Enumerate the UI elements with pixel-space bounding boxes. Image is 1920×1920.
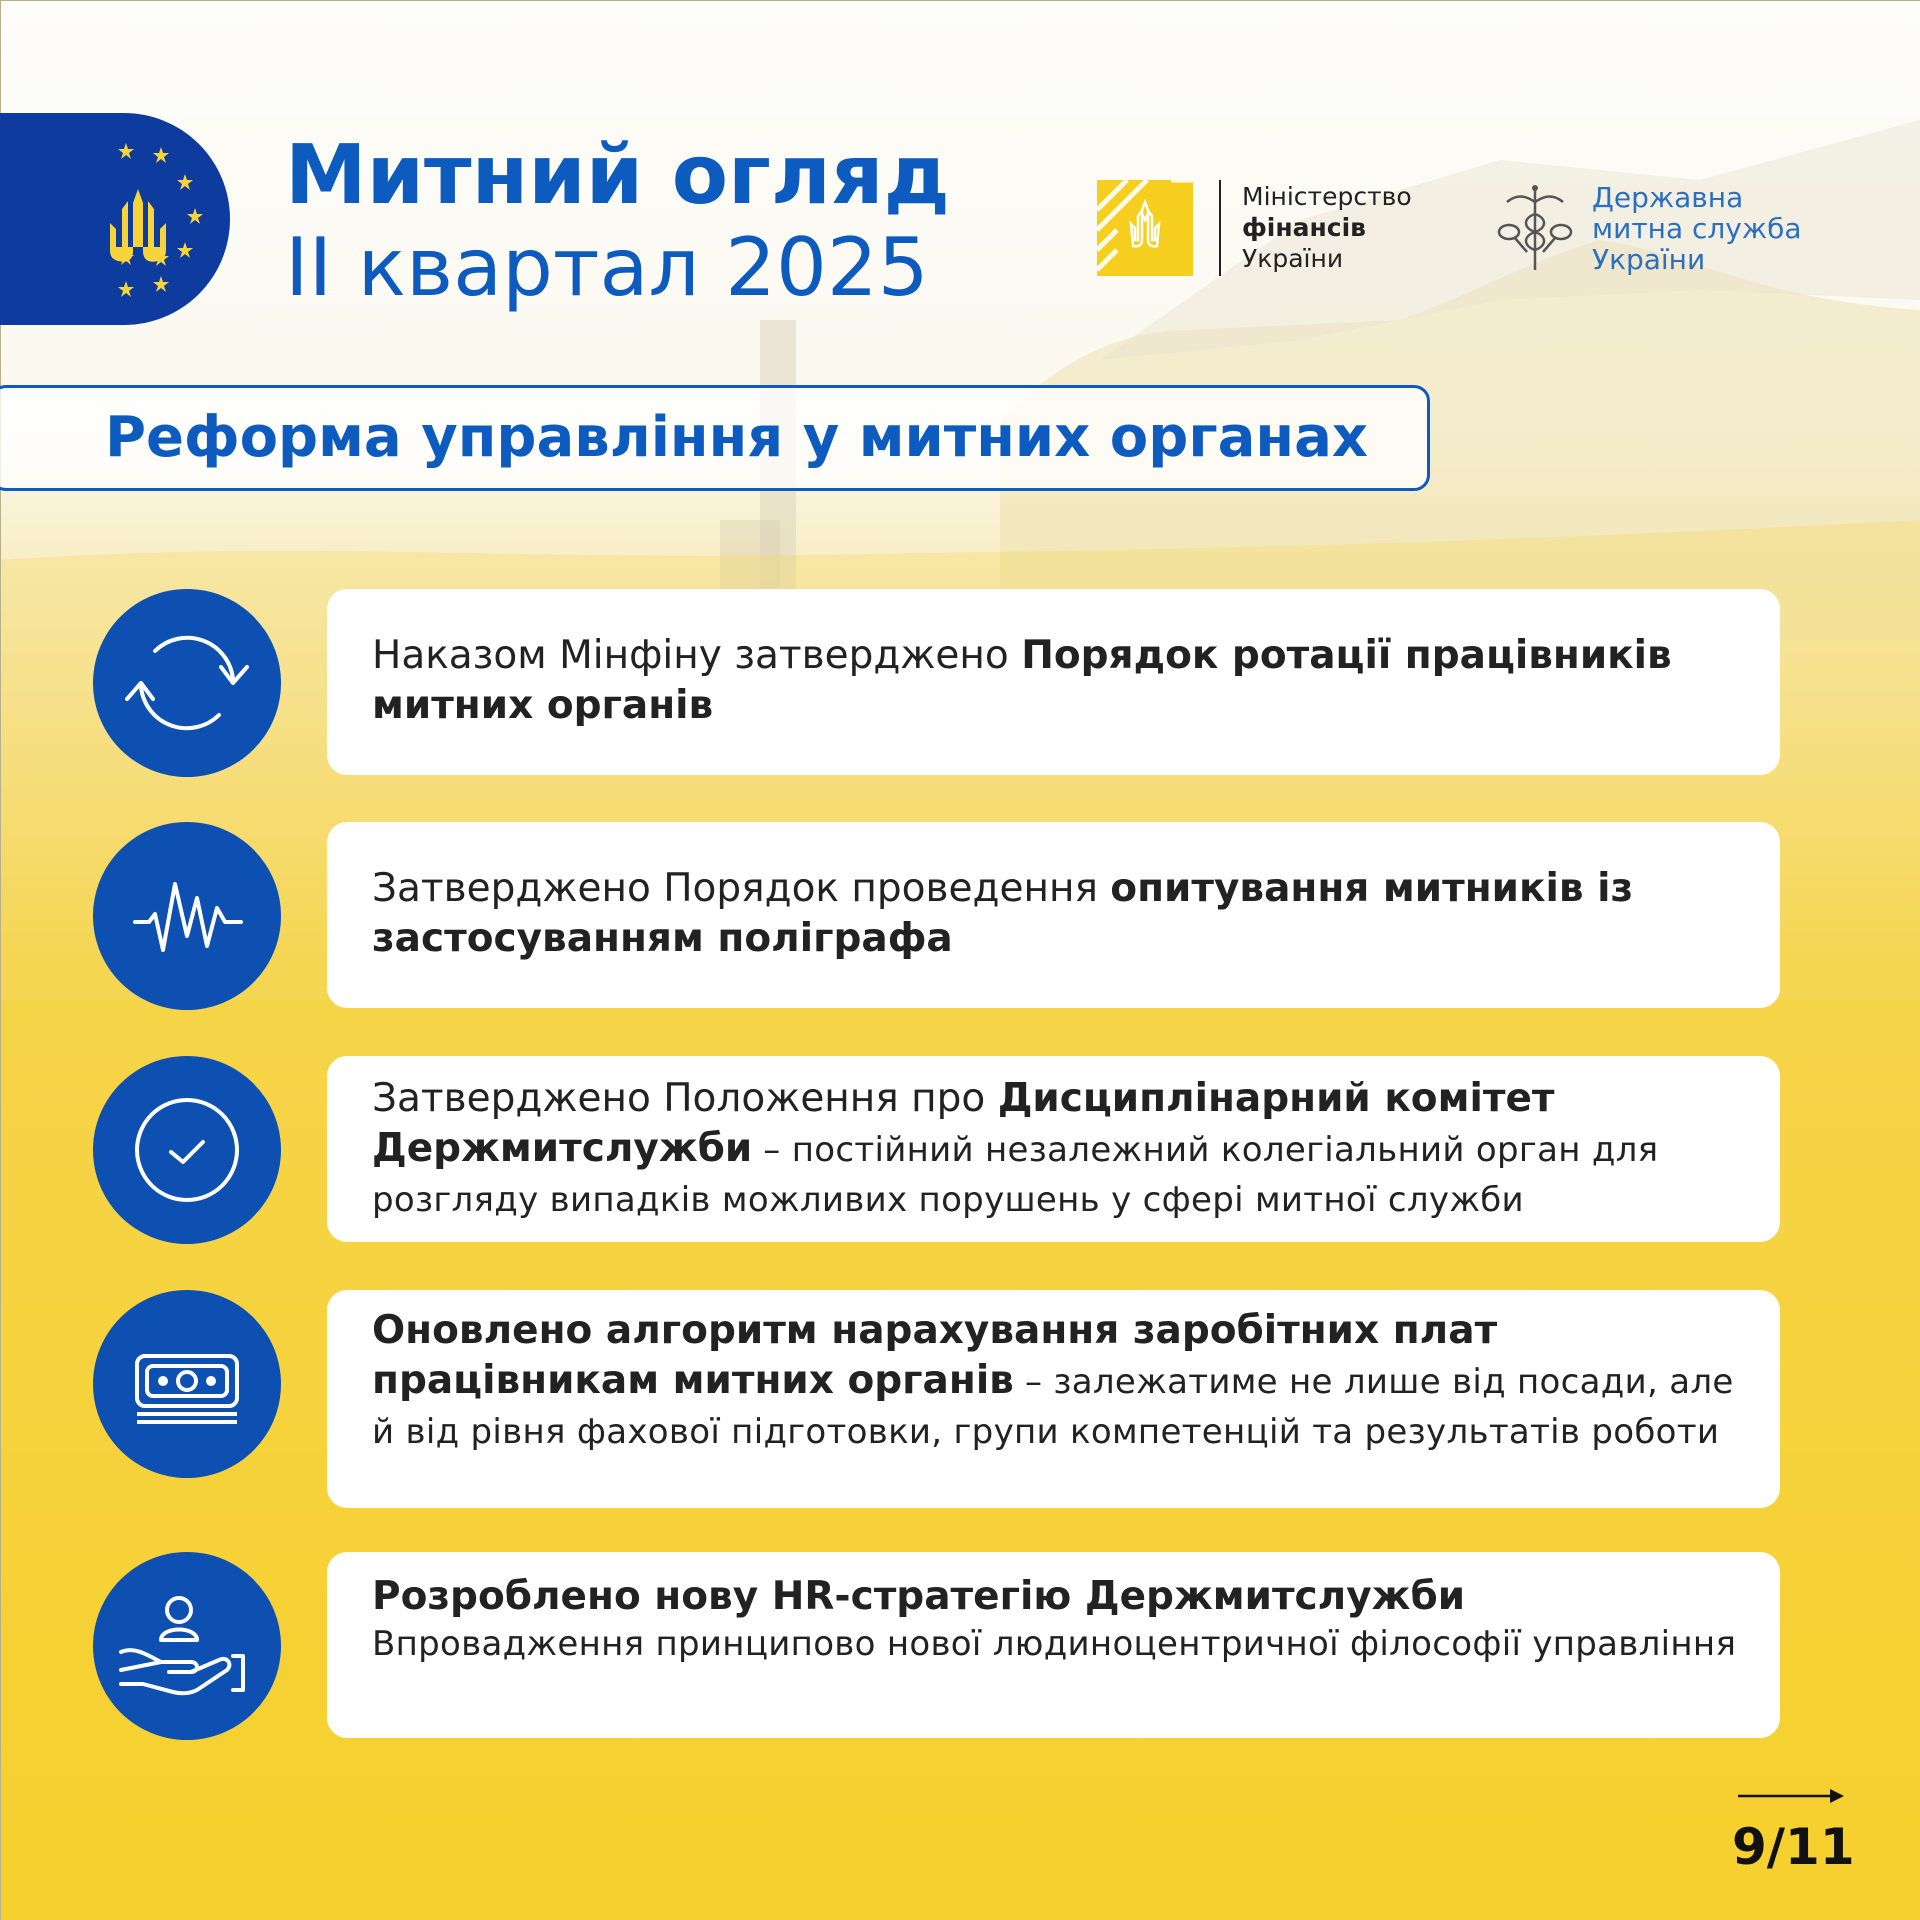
- customs-line2: митна служба: [1592, 212, 1802, 245]
- item-card-salary: [327, 1290, 1780, 1508]
- section-title: Реформа управління у митних органах: [105, 405, 1368, 470]
- item-text: [372, 1572, 1755, 1667]
- item-text-normal: Затверджено Порядок проведення: [372, 866, 1111, 911]
- ministry-line1: Міністерство: [1242, 182, 1412, 211]
- person-hand-icon: [93, 1552, 281, 1740]
- item-text: [372, 1306, 1755, 1456]
- check-circle-icon: [93, 1056, 281, 1244]
- item-text: [372, 1074, 1755, 1224]
- ministry-line2: фінансів: [1242, 213, 1366, 242]
- customs-line3: України: [1592, 243, 1706, 276]
- money-stack-icon: [93, 1290, 281, 1478]
- item-text-bold: Порядок ротації працівників митних органів: [372, 633, 1672, 728]
- header-title: [285, 130, 950, 314]
- page-counter: 9/11: [1732, 1818, 1855, 1876]
- item-card-polygraph: [327, 822, 1780, 1008]
- item-text-normal: Наказом Мінфіну затверджено: [372, 633, 1022, 678]
- rotation-icon: [93, 589, 281, 777]
- item-card-disciplinary: [327, 1056, 1780, 1242]
- item-text: [372, 631, 1755, 731]
- item-text-rest: Впровадження принципово нової людиноцентричної філософії управління: [372, 1624, 1737, 1664]
- item-card-hr-strategy: [327, 1552, 1780, 1738]
- title-quarter: II квартал 2025: [285, 221, 929, 314]
- next-arrow-icon[interactable]: [1738, 1786, 1846, 1806]
- item-text-bold: опитування митників із застосуванням поліграфа: [372, 866, 1634, 961]
- pulse-icon: [93, 822, 281, 1010]
- ministry-finance-logo-icon: [1097, 180, 1193, 276]
- ministry-line3: України: [1242, 244, 1344, 273]
- item-text-normal: Затверджено Положення про: [372, 1076, 998, 1121]
- item-text-bold: Розроблено нову HR-стратегію Держмитслужби: [372, 1574, 1466, 1619]
- item-text-rest: – постійний незалежний колегіальний орган для розгляду випадків можливих порушень у сфері митної служби: [372, 1130, 1659, 1220]
- eu-flag-emblem-icon: [0, 113, 232, 325]
- item-text-bold: Дисциплінарний комітет Держмитслужби: [372, 1076, 1555, 1171]
- item-card-rotation: [327, 589, 1780, 775]
- ministry-finance-name: [1242, 181, 1412, 274]
- item-text-rest: – залежатиме не лише від посади, але й від рівня фахової підготовки, групи компетенцій та результатів роботи: [372, 1362, 1734, 1452]
- title-main: Митний огляд: [285, 128, 950, 223]
- ministry-logo-divider: [1219, 180, 1221, 276]
- customs-service-logo-icon: [1495, 180, 1575, 276]
- customs-service-name: [1592, 182, 1802, 275]
- item-text-bold: Оновлено алгоритм нарахування заробітних плат працівникам митних органів: [372, 1308, 1498, 1403]
- customs-line1: Державна: [1592, 181, 1744, 214]
- item-text: [372, 864, 1755, 964]
